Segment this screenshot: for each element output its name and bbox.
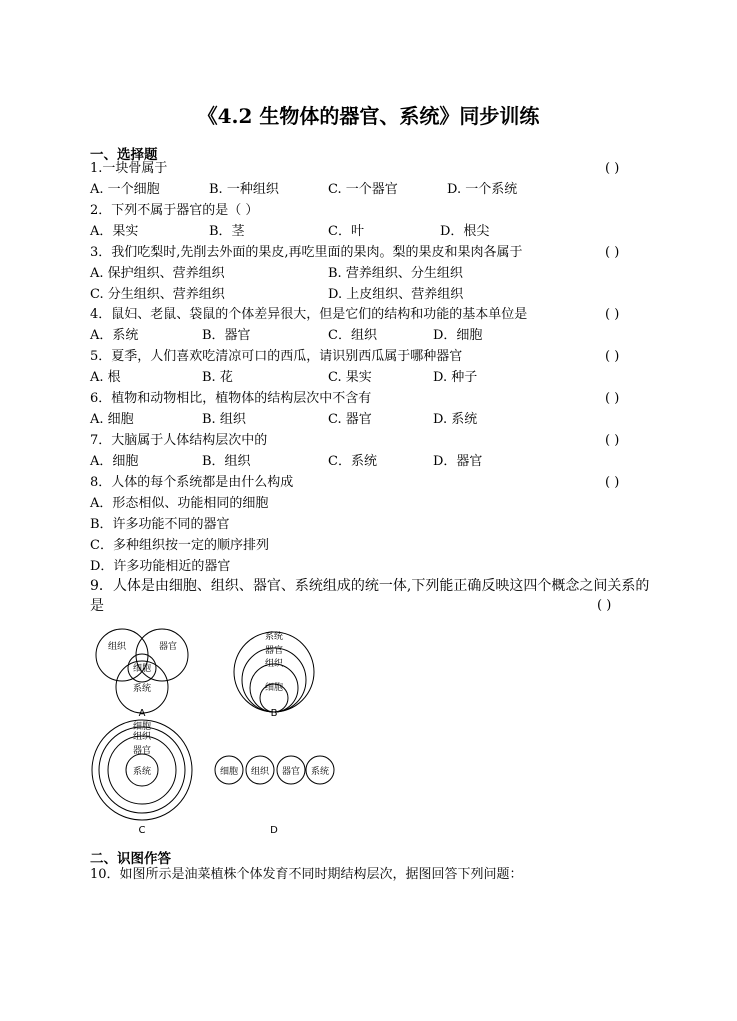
- section-diagram-heading: 二、识图作答: [90, 851, 171, 867]
- diagram-a-cell-label: 细胞: [132, 664, 152, 674]
- q2-option-d: D．根尖: [440, 224, 490, 239]
- question-1: 1.一块骨属于: [90, 161, 168, 176]
- diagram-d-caption: D: [270, 825, 278, 836]
- answer-blank-3: ( ): [605, 245, 620, 260]
- diagram-c-system-label: 系统: [132, 767, 152, 777]
- q8-option-d: D．许多功能相近的器官: [90, 559, 231, 574]
- q2-option-b: B．茎: [209, 224, 245, 239]
- answer-blank-1: ( ): [605, 161, 620, 176]
- q6-option-d: D. 系统: [433, 412, 478, 427]
- document-title: 《4.2 生物体的器官、系统》同步训练: [197, 104, 540, 128]
- diagram-b-organ-label: 器官: [264, 646, 284, 656]
- diagram-b-caption: B: [270, 708, 278, 719]
- question-9: 9．人体是由细胞、组织、器官、系统组成的统一体,下列能正确反映这四个概念之间关系的是: [90, 578, 650, 614]
- q4-option-d: D．细胞: [433, 328, 483, 343]
- diagram-d-cell-label: 细胞: [219, 767, 239, 777]
- q3-option-a: A. 保护组织、营养组织: [90, 266, 225, 281]
- q8-option-b: B．许多功能不同的器官: [90, 517, 230, 532]
- diagram-a-caption: A: [138, 708, 146, 719]
- q1-option-a: A. 一个细胞: [90, 182, 160, 197]
- q4-option-c: C．组织: [328, 328, 377, 343]
- q3-option-c: C. 分生组织、营养组织: [90, 287, 225, 302]
- question-3: 3．我们吃梨时,先削去外面的果皮,再吃里面的果肉。梨的果皮和果肉各属于: [90, 245, 523, 260]
- section-choice-heading: 一、选择题: [90, 147, 158, 163]
- answer-blank-7: ( ): [605, 433, 620, 448]
- answer-blank-5: ( ): [605, 349, 620, 364]
- diagram-a-system-label: 系统: [132, 684, 152, 694]
- q5-option-d: D. 种子: [433, 370, 478, 385]
- diagram-d-organ-label: 器官: [281, 767, 301, 777]
- question-4: 4．鼠妇、老鼠、袋鼠的个体差异很大，但是它们的结构和功能的基本单位是: [90, 307, 528, 322]
- diagram-a-tissue-label: 组织: [107, 642, 127, 652]
- diagram-c-cell-label: 细胞: [132, 722, 152, 732]
- diagram-d-system-label: 系统: [310, 767, 330, 777]
- answer-blank-9: ( ): [597, 598, 612, 613]
- question-6: 6．植物和动物相比，植物体的结构层次中不含有: [90, 391, 372, 406]
- q2-option-a: A．果实: [90, 224, 139, 239]
- q3-option-d: D. 上皮组织、营养组织: [328, 287, 464, 302]
- q1-option-d: D. 一个系统: [447, 182, 518, 197]
- q1-option-c: C. 一个器官: [328, 182, 398, 197]
- q5-option-a: A. 根: [90, 370, 121, 385]
- diagram-b-tissue-label: 组织: [264, 659, 284, 669]
- q1-option-b: B. 一种组织: [209, 182, 279, 197]
- question-2: 2．下列不属于器官的是（ ）: [90, 203, 259, 218]
- diagram-c-tissue-label: 组织: [132, 732, 152, 742]
- q7-option-a: A．细胞: [90, 454, 139, 469]
- diagram-b-cell-label: 细胞: [264, 683, 284, 693]
- q6-option-b: B. 组织: [202, 412, 246, 427]
- diagram-c-organ-label: 器官: [132, 746, 152, 756]
- q2-option-c: C．叶: [328, 224, 364, 239]
- q6-option-c: C. 器官: [328, 412, 372, 427]
- q7-option-b: B．组织: [202, 454, 251, 469]
- concept-diagrams: [0, 615, 737, 845]
- diagram-c-caption: C: [138, 825, 146, 836]
- diagram-b-system-label: 系统: [264, 632, 284, 642]
- q5-option-b: B. 花: [202, 370, 233, 385]
- diagram-a-organ-label: 器官: [158, 642, 178, 652]
- q8-option-a: A．形态相似、功能相同的细胞: [90, 496, 269, 511]
- q8-option-c: C．多种组织按一定的顺序排列: [90, 538, 269, 553]
- q5-option-c: C. 果实: [328, 370, 372, 385]
- q4-option-a: A．系统: [90, 328, 139, 343]
- answer-blank-6: ( ): [605, 391, 620, 406]
- question-10: 10．如图所示是油菜植株个体发育不同时期结构层次，据图回答下列问题：: [90, 867, 523, 882]
- q3-option-b: B. 营养组织、分生组织: [328, 266, 463, 281]
- question-5: 5．夏季，人们喜欢吃清凉可口的西瓜，请识别西瓜属于哪种器官: [90, 349, 463, 364]
- q7-option-d: D．器官: [433, 454, 483, 469]
- q6-option-a: A. 细胞: [90, 412, 134, 427]
- q7-option-c: C．系统: [328, 454, 377, 469]
- question-7: 7．大脑属于人体结构层次中的: [90, 433, 268, 448]
- diagram-b-system-circle: [234, 632, 314, 712]
- question-8: 8．人体的每个系统都是由什么构成: [90, 475, 294, 490]
- q4-option-b: B．器官: [202, 328, 251, 343]
- answer-blank-8: ( ): [605, 475, 620, 490]
- answer-blank-4: ( ): [605, 307, 620, 322]
- diagram-d-tissue-label: 组织: [250, 767, 270, 777]
